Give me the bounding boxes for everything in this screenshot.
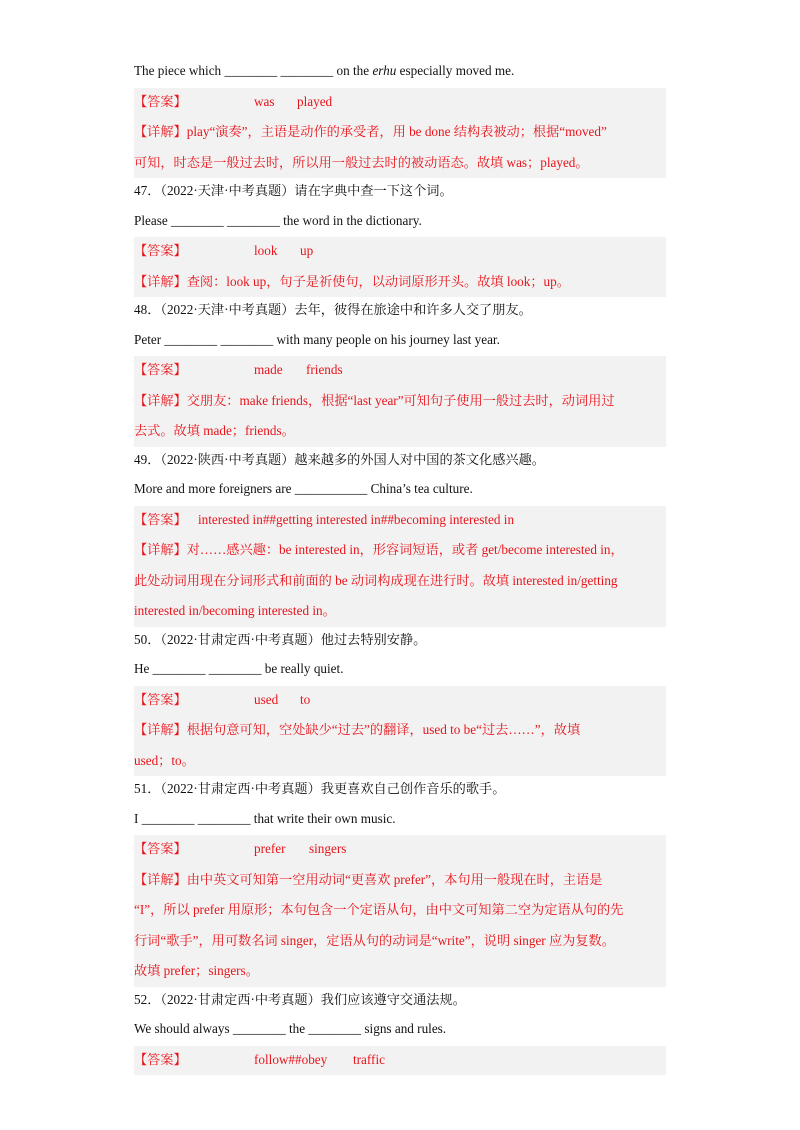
question-49-answer-row [134,506,666,536]
answer-2: friends [306,362,343,377]
question-51-answer-box [134,835,666,987]
question-52-header: 52．（2022·甘肃定西·中考真题）我们应该遵守交通法规。 [134,991,466,1007]
page-content [134,58,666,1075]
question-49-answer-box [134,506,666,627]
answer-2: traffic [353,1051,385,1067]
answer-1: interested in##getting interested in##becoming interested in [198,511,515,527]
question-50-answer-box [134,686,666,777]
question-46-answer-row [134,88,666,118]
explanation-line: 【详解】根据句意可知，空处缺少“过去”的翻译，used to be“过去……”，故填 [134,722,581,737]
answer-tag: 【答案】 [134,511,187,527]
question-46-answer-box [134,88,666,179]
answer-1: made [254,362,283,377]
explanation-line: “I”，所以 prefer 用原形；本句包含一个定语从句，由中文可知第二空为定语从句的先 [134,902,624,917]
explanation-line: 【详解】由中英文可知第一空用动词“更喜欢 prefer”，本句用一般现在时，主语是 [134,871,603,887]
answer-2: played [297,93,333,109]
question-47-stem: Please ________ ________ the word in the dictionary. [134,212,422,228]
question-46-stem [134,58,666,88]
answer-tag: 【答案】 [134,93,187,109]
explanation-line: 故填 prefer；singers。 [134,963,259,978]
question-46-stem-pre: The piece which ________ ________ on the [134,63,373,78]
question-47-answer-box [134,237,666,297]
question-46-stem-italic: erhu [372,63,397,78]
explanation-line: interested in/becoming interested in。 [134,603,336,618]
question-49-header: 49．（2022·陕西·中考真题）越来越多的外国人对中国的茶文化感兴趣。 [134,451,545,467]
answer-2: singers [309,841,347,856]
explanation-line: 去式。故填 made；friends。 [134,423,295,438]
explanation-line: 可知，时态是一般过去时，所以用一般过去时的被动语态。故填 was；played。 [134,154,589,170]
question-51-answer-row [134,835,666,865]
answer-2: to [300,691,311,707]
answer-tag: 【答案】 [134,243,187,258]
question-48-stem: Peter ________ ________ with many people on his journey last year. [134,331,500,347]
explanation-line: 【详解】查阅：look up，句子是祈使句，以动词原形开头。故填 look；up。 [134,273,570,289]
question-51-header: 51．（2022·甘肃定西·中考真题）我更喜欢自己创作音乐的歌手。 [134,781,506,796]
question-46-stem-post: especially moved me. [396,63,515,78]
question-50-stem: He ________ ________ be really quiet. [134,661,344,676]
answer-2: up [300,243,314,258]
answer-tag: 【答案】 [134,1051,187,1067]
question-52-answer-row [134,1046,666,1076]
question-52-answer-box [134,1046,666,1076]
answer-tag: 【答案】 [134,362,187,377]
explanation-line: 【详解】play“演奏”，主语是动作的承受者，用 be done 结构表被动；根据“moved” [134,124,607,139]
question-52-stem: We should always ________ the ________ signs and rules. [134,1021,447,1036]
answer-1: used [254,691,279,707]
question-48-header: 48．（2022·天津·中考真题）去年，彼得在旅途中和许多人交了朋友。 [134,302,532,317]
explanation-line: 行词“歌手”，用可数名词 singer，定语从句的动词是“write”，说明 singer 应为复数。 [134,932,615,948]
question-48-answer-box [134,356,666,447]
explanation-line: 【详解】对……感兴趣：be interested in，形容词短语，或者 get/become interested in， [134,542,624,557]
answer-1: look [254,243,278,258]
answer-1: prefer [254,841,286,856]
question-48-answer-row [134,356,666,386]
answer-tag: 【答案】 [134,691,187,707]
question-47-header: 47．（2022·天津·中考真题）请在字典中查一下这个词。 [134,183,453,198]
question-49-stem: More and more foreigners are ___________ China’s tea culture. [134,481,473,496]
explanation-line: 此处动词用现在分词形式和前面的 be 动词构成现在进行时。故填 interested in/getting [134,572,618,588]
question-50-answer-row [134,686,666,716]
answer-1: was [254,93,275,109]
question-47-answer-row [134,237,666,267]
question-51-stem: I ________ ________ that write their own music. [134,810,396,826]
answer-1: follow##obey [254,1051,328,1067]
explanation-line: used；to。 [134,752,195,768]
explanation-line: 【详解】交朋友：make friends，根据“last year”可知句子使用一般过去时，动词用过 [134,392,615,408]
question-50-header: 50．（2022·甘肃定西·中考真题）他过去特别安静。 [134,631,427,647]
answer-tag: 【答案】 [134,841,187,856]
